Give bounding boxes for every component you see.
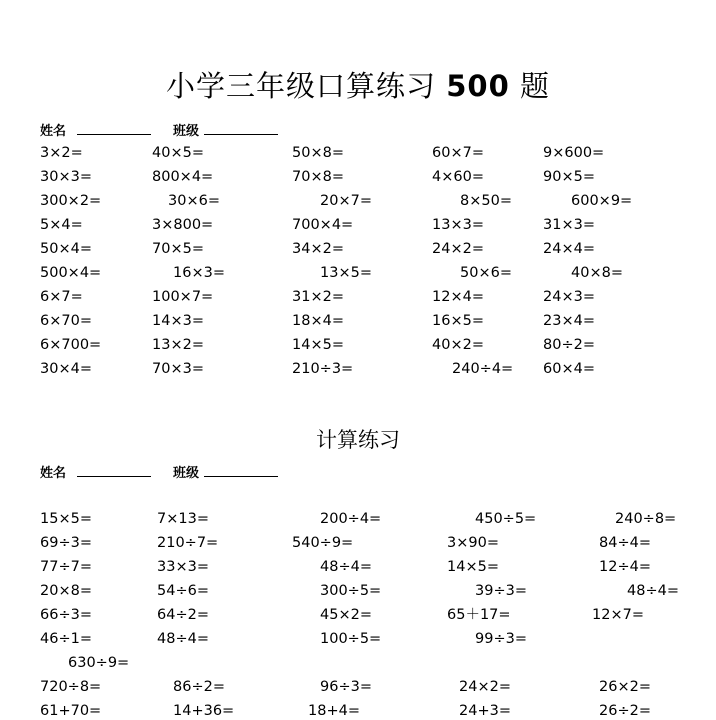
arithmetic-problem: 6×700= bbox=[40, 337, 102, 353]
arithmetic-problem: 70×3= bbox=[152, 361, 204, 377]
class-label: 班级 bbox=[173, 466, 200, 481]
arithmetic-problem: 7×13= bbox=[157, 511, 209, 527]
section-title: 计算练习 bbox=[316, 428, 400, 452]
arithmetic-problem: 12×4= bbox=[432, 289, 484, 305]
arithmetic-problem: 48÷4= bbox=[320, 559, 372, 575]
arithmetic-problem: 64÷2= bbox=[157, 607, 209, 623]
arithmetic-problem: 70×8= bbox=[292, 169, 344, 185]
arithmetic-problem: 30×4= bbox=[40, 361, 92, 377]
arithmetic-problem: 33×3= bbox=[157, 559, 209, 575]
arithmetic-problem: 500×4= bbox=[40, 265, 102, 281]
arithmetic-problem: 800×4= bbox=[152, 169, 214, 185]
arithmetic-problem: 39÷3= bbox=[475, 583, 527, 599]
arithmetic-problem: 450÷5= bbox=[475, 511, 537, 527]
arithmetic-problem: 14+36= bbox=[173, 703, 235, 719]
arithmetic-problem: 69÷3= bbox=[40, 535, 92, 551]
arithmetic-problem: 5×4= bbox=[40, 217, 83, 233]
worksheet-title bbox=[0, 64, 716, 105]
arithmetic-problem: 31×2= bbox=[292, 289, 344, 305]
arithmetic-problem: 12×7= bbox=[592, 607, 644, 623]
arithmetic-problem: 9×600= bbox=[543, 145, 605, 161]
arithmetic-problem: 84÷4= bbox=[599, 535, 651, 551]
arithmetic-problem: 720÷8= bbox=[40, 679, 102, 695]
arithmetic-problem: 3×2= bbox=[40, 145, 83, 161]
arithmetic-problem: 86÷2= bbox=[173, 679, 225, 695]
arithmetic-problem: 14×3= bbox=[152, 313, 204, 329]
arithmetic-problem: 3×800= bbox=[152, 217, 214, 233]
arithmetic-problem: 13×5= bbox=[320, 265, 372, 281]
arithmetic-problem: 12÷4= bbox=[599, 559, 651, 575]
arithmetic-problem: 40×2= bbox=[432, 337, 484, 353]
arithmetic-problem: 96÷3= bbox=[320, 679, 372, 695]
arithmetic-problem: 200÷4= bbox=[320, 511, 382, 527]
arithmetic-problem: 20×8= bbox=[40, 583, 92, 599]
title-suffix: 题 bbox=[519, 69, 550, 103]
arithmetic-problem: 600×9= bbox=[571, 193, 633, 209]
arithmetic-problem: 210÷7= bbox=[157, 535, 219, 551]
class-blank[interactable] bbox=[204, 463, 278, 477]
arithmetic-problem: 60×4= bbox=[543, 361, 595, 377]
name-blank[interactable] bbox=[77, 121, 151, 135]
name-label: 姓名 bbox=[40, 466, 67, 481]
arithmetic-problem: 24×4= bbox=[543, 241, 595, 257]
arithmetic-problem: 6×70= bbox=[40, 313, 92, 329]
arithmetic-problem: 30×3= bbox=[40, 169, 92, 185]
arithmetic-problem: 24×2= bbox=[432, 241, 484, 257]
arithmetic-problem: 16×3= bbox=[173, 265, 225, 281]
arithmetic-problem: 300×2= bbox=[40, 193, 102, 209]
arithmetic-problem: 3×90= bbox=[447, 535, 499, 551]
arithmetic-problem: 60×7= bbox=[432, 145, 484, 161]
arithmetic-problem: 630÷9= bbox=[68, 655, 130, 671]
arithmetic-problem: 31×3= bbox=[543, 217, 595, 233]
title-text: 小学三年级口算练习 bbox=[165, 69, 436, 103]
arithmetic-problem: 66÷3= bbox=[40, 607, 92, 623]
arithmetic-problem: 99÷3= bbox=[475, 631, 527, 647]
arithmetic-problem: 13×3= bbox=[432, 217, 484, 233]
arithmetic-problem: 210÷3= bbox=[292, 361, 354, 377]
arithmetic-problem: 26÷2= bbox=[599, 703, 651, 719]
arithmetic-problem: 100÷5= bbox=[320, 631, 382, 647]
arithmetic-problem: 54÷6= bbox=[157, 583, 209, 599]
name-label: 姓名 bbox=[40, 124, 67, 139]
arithmetic-problem: 300÷5= bbox=[320, 583, 382, 599]
arithmetic-problem: 24+3= bbox=[459, 703, 511, 719]
arithmetic-problem: 90×5= bbox=[543, 169, 595, 185]
arithmetic-problem: 16×5= bbox=[432, 313, 484, 329]
arithmetic-problem: 24×3= bbox=[543, 289, 595, 305]
class-label: 班级 bbox=[173, 124, 200, 139]
arithmetic-problem: 18+4= bbox=[308, 703, 360, 719]
arithmetic-problem: 8×50= bbox=[460, 193, 512, 209]
class-blank[interactable] bbox=[204, 121, 278, 135]
arithmetic-problem: 23×4= bbox=[543, 313, 595, 329]
arithmetic-problem: 45×2= bbox=[320, 607, 372, 623]
arithmetic-problem: 50×8= bbox=[292, 145, 344, 161]
arithmetic-problem: 14×5= bbox=[292, 337, 344, 353]
arithmetic-problem: 4×60= bbox=[432, 169, 484, 185]
arithmetic-problem: 13×2= bbox=[152, 337, 204, 353]
arithmetic-problem: 26×2= bbox=[599, 679, 651, 695]
arithmetic-problem: 50×6= bbox=[460, 265, 512, 281]
title-count: 500 bbox=[446, 69, 510, 103]
name-blank[interactable] bbox=[77, 463, 151, 477]
arithmetic-problem: 15×5= bbox=[40, 511, 92, 527]
arithmetic-problem: 700×4= bbox=[292, 217, 354, 233]
arithmetic-problem: 14×5= bbox=[447, 559, 499, 575]
arithmetic-problem: 48÷4= bbox=[157, 631, 209, 647]
arithmetic-problem: 80÷2= bbox=[543, 337, 595, 353]
arithmetic-problem: 30×6= bbox=[168, 193, 220, 209]
arithmetic-problem: 240÷4= bbox=[452, 361, 514, 377]
arithmetic-problem: 34×2= bbox=[292, 241, 344, 257]
arithmetic-problem: 100×7= bbox=[152, 289, 214, 305]
arithmetic-problem: 70×5= bbox=[152, 241, 204, 257]
arithmetic-problem: 40×8= bbox=[571, 265, 623, 281]
arithmetic-problem: 20×7= bbox=[320, 193, 372, 209]
arithmetic-problem: 18×4= bbox=[292, 313, 344, 329]
arithmetic-problem: 6×7= bbox=[40, 289, 83, 305]
arithmetic-problem: 46÷1= bbox=[40, 631, 92, 647]
arithmetic-problem: 240÷8= bbox=[615, 511, 677, 527]
arithmetic-problem: 540÷9= bbox=[292, 535, 354, 551]
arithmetic-problem: 50×4= bbox=[40, 241, 92, 257]
arithmetic-problem: 61+70= bbox=[40, 703, 102, 719]
arithmetic-problem: 24×2= bbox=[459, 679, 511, 695]
arithmetic-problem: 65＋17= bbox=[447, 607, 511, 623]
arithmetic-problem: 40×5= bbox=[152, 145, 204, 161]
arithmetic-problem: 77÷7= bbox=[40, 559, 92, 575]
arithmetic-problem: 48÷4= bbox=[627, 583, 679, 599]
